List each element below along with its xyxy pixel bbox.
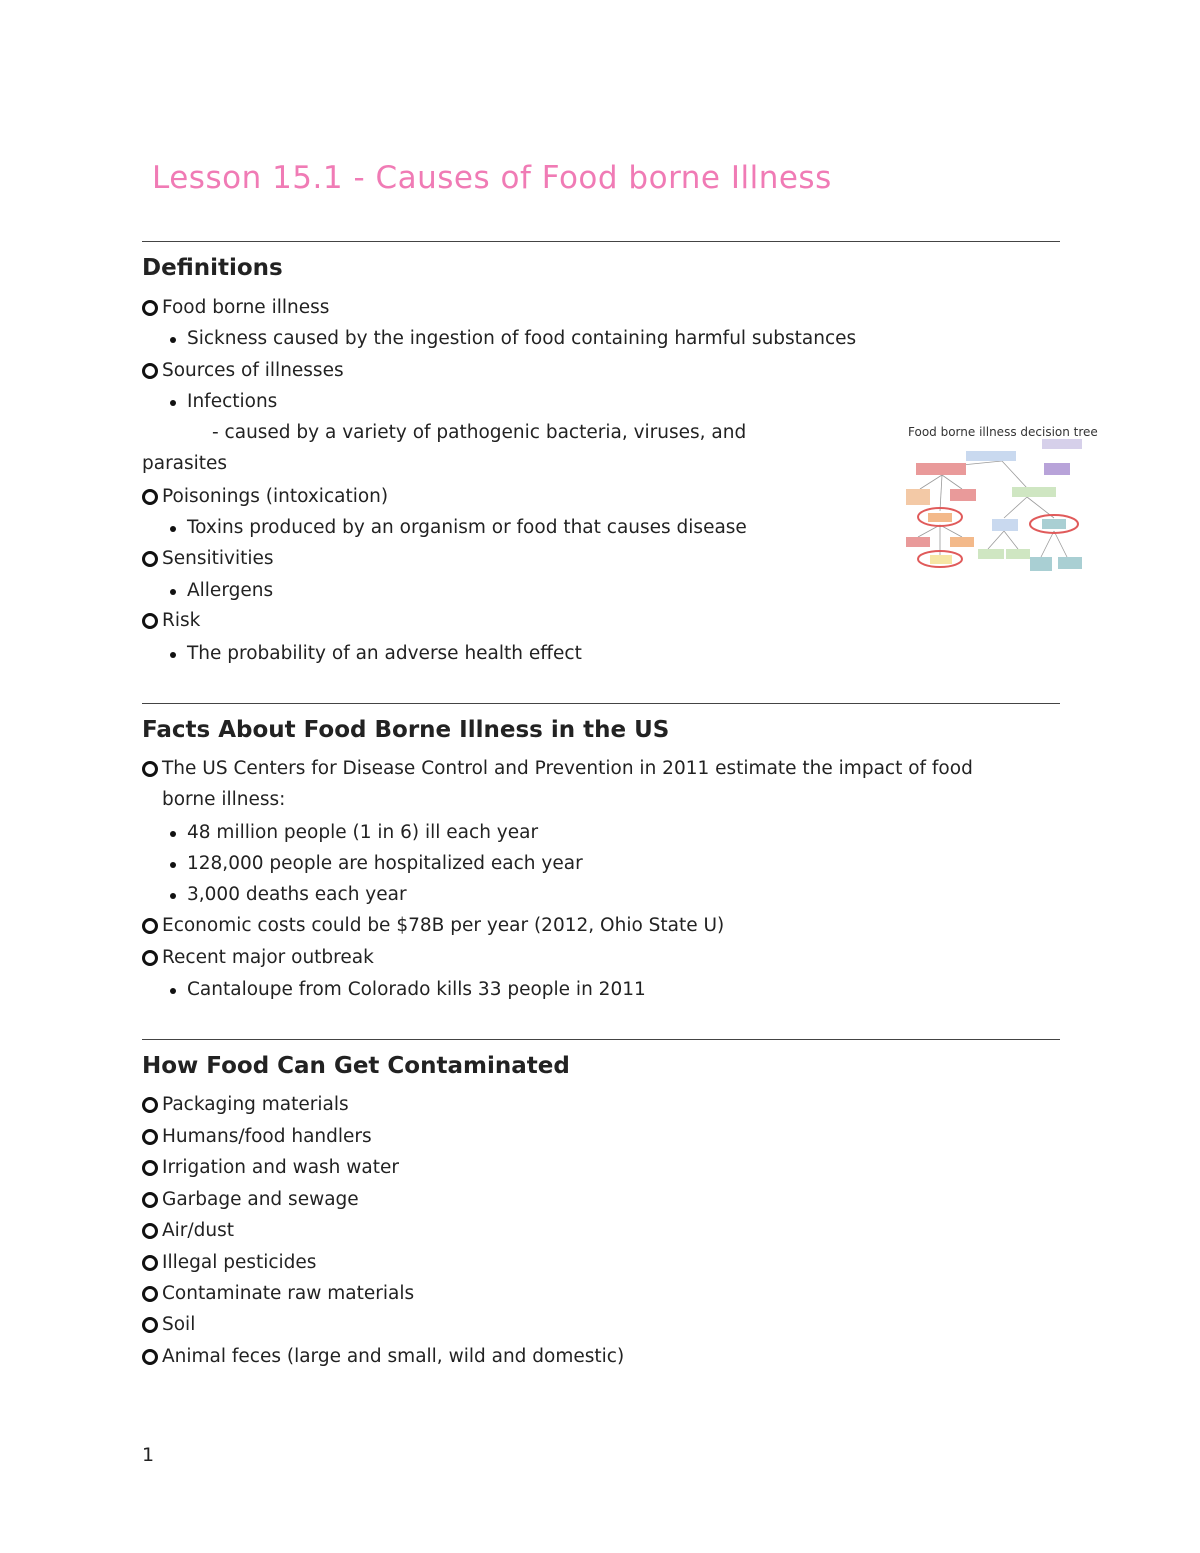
list-item: Illegal pesticides	[162, 1252, 317, 1273]
hollow-circle-bullet-icon	[142, 363, 158, 379]
list-item: Sources of illnesses	[162, 360, 344, 381]
hollow-circle-bullet-icon	[142, 551, 158, 567]
node-systemic	[1058, 557, 1082, 569]
decision-tree-diagram	[902, 423, 1086, 573]
hollow-circle-bullet-icon	[142, 950, 158, 966]
list-item: Recent major outbreak	[162, 947, 374, 968]
node-chemical-poisoning	[950, 489, 976, 501]
hollow-circle-bullet-icon	[142, 1349, 158, 1365]
node-poisonous-plants	[906, 489, 930, 505]
list-item: Humans/food handlers	[162, 1126, 372, 1147]
list-item: Allergens	[187, 580, 274, 601]
list-item: - caused by a variety of pathogenic bacteria, viruses, and	[212, 422, 747, 443]
hollow-circle-bullet-icon	[142, 1255, 158, 1271]
list-item: parasites	[142, 453, 228, 474]
node-allergens	[1044, 463, 1070, 475]
bullet-dot-icon	[170, 652, 176, 658]
list-item: 48 million people (1 in 6) ill each year	[187, 822, 539, 843]
node-intestinal	[1030, 557, 1052, 571]
hollow-circle-bullet-icon	[142, 489, 158, 505]
list-item: Air/dust	[162, 1220, 234, 1241]
bullet-dot-icon	[170, 337, 176, 343]
hollow-circle-bullet-icon	[142, 1223, 158, 1239]
list-item: The US Centers for Disease Control and Prevention in 2011 estimate the impact of food	[162, 758, 973, 779]
node-sensitivities	[1042, 439, 1082, 449]
node-bacterial-toxins	[930, 555, 952, 564]
page-title: Lesson 15.1 - Causes of Food borne Illness	[152, 160, 832, 196]
bullet-dot-icon	[170, 526, 176, 532]
node-intoxication	[916, 463, 966, 475]
list-item: Contaminate raw materials	[162, 1283, 415, 1304]
section-heading-facts: Facts About Food Borne Illness in the US	[142, 717, 670, 743]
section-divider	[142, 241, 1060, 242]
hollow-circle-bullet-icon	[142, 1192, 158, 1208]
bullet-dot-icon	[170, 831, 176, 837]
decision-tree-figure	[902, 423, 1098, 573]
hollow-circle-bullet-icon	[142, 1286, 158, 1302]
bullet-dot-icon	[170, 400, 176, 406]
node-colonization	[992, 519, 1018, 531]
page-number: 1	[142, 1444, 155, 1466]
node-algal-toxins	[906, 537, 930, 547]
node-invasive-infection	[1042, 519, 1066, 529]
list-item: Irrigation and wash water	[162, 1157, 399, 1178]
section-heading-contamination: How Food Can Get Contaminated	[142, 1053, 570, 1079]
list-item: Risk	[162, 610, 201, 631]
bullet-dot-icon	[170, 988, 176, 994]
tree-connectors	[918, 461, 1068, 559]
hollow-circle-bullet-icon	[142, 1317, 158, 1333]
list-item: Economic costs could be $78B per year (2012, Ohio State U)	[162, 915, 725, 936]
list-item: Cantaloupe from Colorado kills 33 people in 2011	[187, 979, 646, 1000]
list-item: Food borne illness	[162, 297, 330, 318]
bullet-dot-icon	[170, 589, 176, 595]
list-item: 3,000 deaths each year	[187, 884, 407, 905]
node-food-borne-disease	[966, 451, 1016, 461]
hollow-circle-bullet-icon	[142, 1097, 158, 1113]
node-mycotoxins	[950, 537, 974, 547]
list-item: borne illness:	[162, 789, 286, 810]
hollow-circle-bullet-icon	[142, 613, 158, 629]
list-item: Soil	[162, 1314, 196, 1335]
hollow-circle-bullet-icon	[142, 761, 158, 777]
hollow-circle-bullet-icon	[142, 918, 158, 934]
node-enterotoxin	[1006, 549, 1030, 559]
list-item: Garbage and sewage	[162, 1189, 359, 1210]
section-divider	[142, 703, 1060, 704]
bullet-dot-icon	[170, 893, 176, 899]
hollow-circle-bullet-icon	[142, 1160, 158, 1176]
figure-caption: Food borne illness decision tree	[908, 425, 1098, 439]
node-noninvasive	[978, 549, 1004, 559]
list-item: Sensitivities	[162, 548, 274, 569]
list-item: Poisonings (intoxication)	[162, 486, 389, 507]
section-heading-definitions: Definitions	[142, 255, 283, 281]
list-item: Infections	[187, 391, 278, 412]
node-microbial-intoxication	[928, 513, 952, 522]
bullet-dot-icon	[170, 862, 176, 868]
section-divider	[142, 1039, 1060, 1040]
list-item: Toxins produced by an organism or food that causes disease	[187, 517, 747, 538]
list-item: Sickness caused by the ingestion of food containing harmful substances	[187, 328, 857, 349]
hollow-circle-bullet-icon	[142, 1129, 158, 1145]
list-item: The probability of an adverse health effect	[187, 643, 582, 664]
node-infection	[1012, 487, 1056, 497]
list-item: Packaging materials	[162, 1094, 349, 1115]
list-item: Animal feces (large and small, wild and domestic)	[162, 1346, 625, 1367]
list-item: 128,000 people are hospitalized each year	[187, 853, 583, 874]
hollow-circle-bullet-icon	[142, 300, 158, 316]
